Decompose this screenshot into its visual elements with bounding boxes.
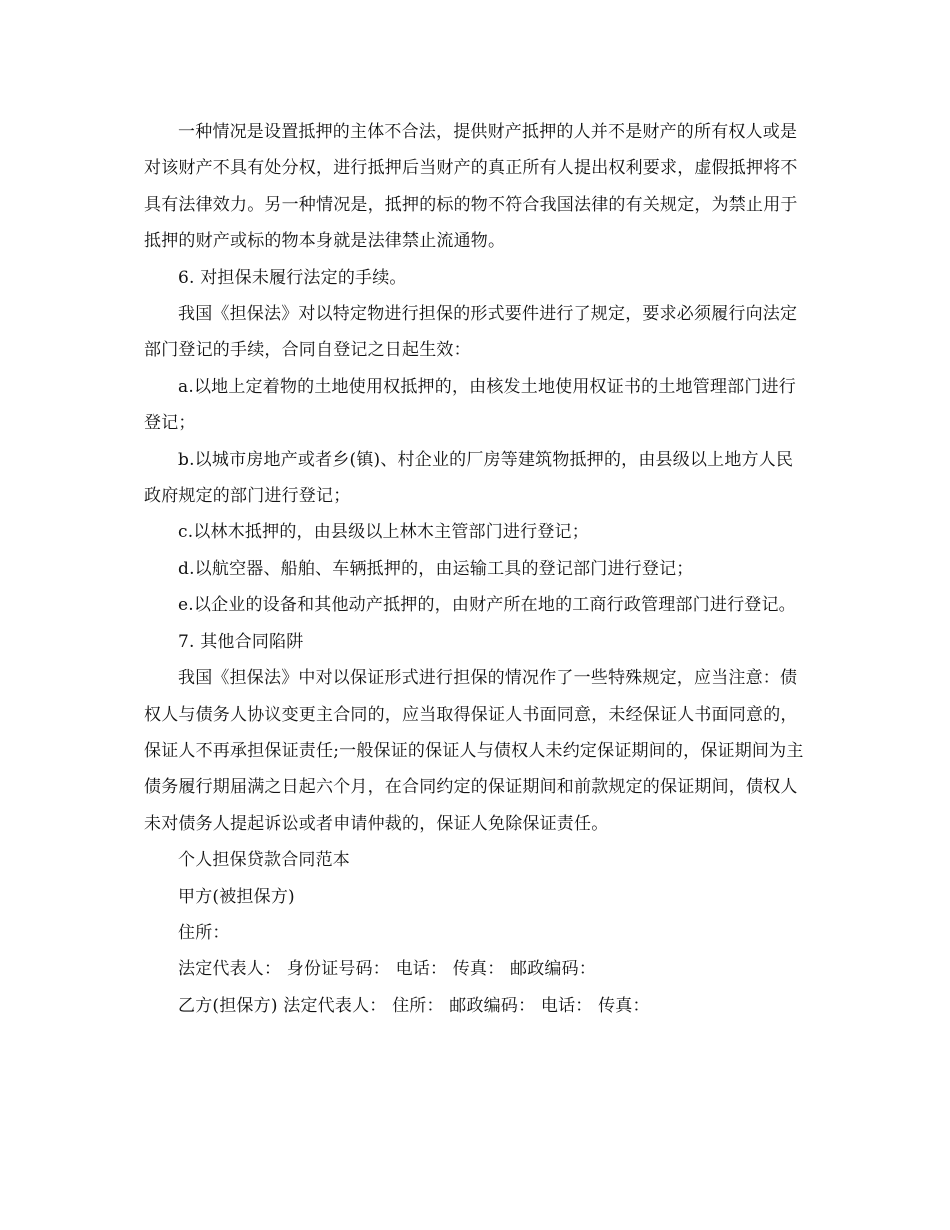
document-body xyxy=(144,114,808,1024)
heading-item-6: 6. 对担保未履行法定的手续。 xyxy=(178,267,407,288)
list-item-e: e.以企业的设备和其他动产抵押的，由财产所在地的工商行政管理部门进行登记。 xyxy=(178,595,796,616)
list-item-a: a.以地上定着物的土地使用权抵押的，由核发土地使用权证书的土地管理部门进行登记； xyxy=(144,376,796,434)
party-b-fields: 乙方(担保方) 法定代表人： 住所： 邮政编码： 电话： 传真： xyxy=(178,995,650,1016)
party-a-address: 住所： xyxy=(178,922,230,943)
list-item-b: b.以城市房地产或者乡(镇)、村企业的厂房等建筑物抵押的，由县级以上地方人民政府规定的部门进行登记； xyxy=(144,449,794,507)
paragraph-registration-requirement: 我国《担保法》对以特定物进行担保的形式要件进行了规定，要求必须履行向法定部门登记的手续，合同自登记之日起生效： xyxy=(144,304,798,361)
contract-title: 个人担保贷款合同范本 xyxy=(178,850,350,871)
party-a-fields: 法定代表人： 身份证号码： 电话： 传真： 邮政编码： xyxy=(178,959,597,980)
list-item-c: c.以林木抵押的，由县级以上林木主管部门进行登记； xyxy=(178,522,589,543)
heading-item-7: 7. 其他合同陷阱 xyxy=(178,631,304,652)
list-item-d: d.以航空器、船舶、车辆抵押的，由运输工具的登记部门进行登记； xyxy=(178,558,694,579)
party-a-label: 甲方(被担保方) xyxy=(178,886,295,907)
paragraph-invalid-mortgage: 一种情况是设置抵押的主体不合法，提供财产抵押的人并不是财产的所有权人或是对该财产不具有处分权，进行抵押后当财产的真正所有人提出权利要求，虚假抵押将不具有法律效力。另一种情况是，抵押的标的物不符合我国法律的有关规定，为禁止用于抵押的财产或标的物本身就是法律禁止流通物。 xyxy=(144,122,798,252)
paragraph-guarantee-rules: 我国《担保法》中对以保证形式进行担保的情况作了一些特殊规定，应当注意：债权人与债务人协议变更主合同的，应当取得保证人书面同意，未经保证人书面同意的，保证人不再承担保证责任;一般保证的保证人与债权人未约定保证期间的，保证期间为主债务履行期届满之日起六个月，在合同约定的保证期间和前款规定的保证期间，债权人未对债务人提起诉讼或者申请仲裁的，保证人免除保证责任。 xyxy=(144,668,804,834)
